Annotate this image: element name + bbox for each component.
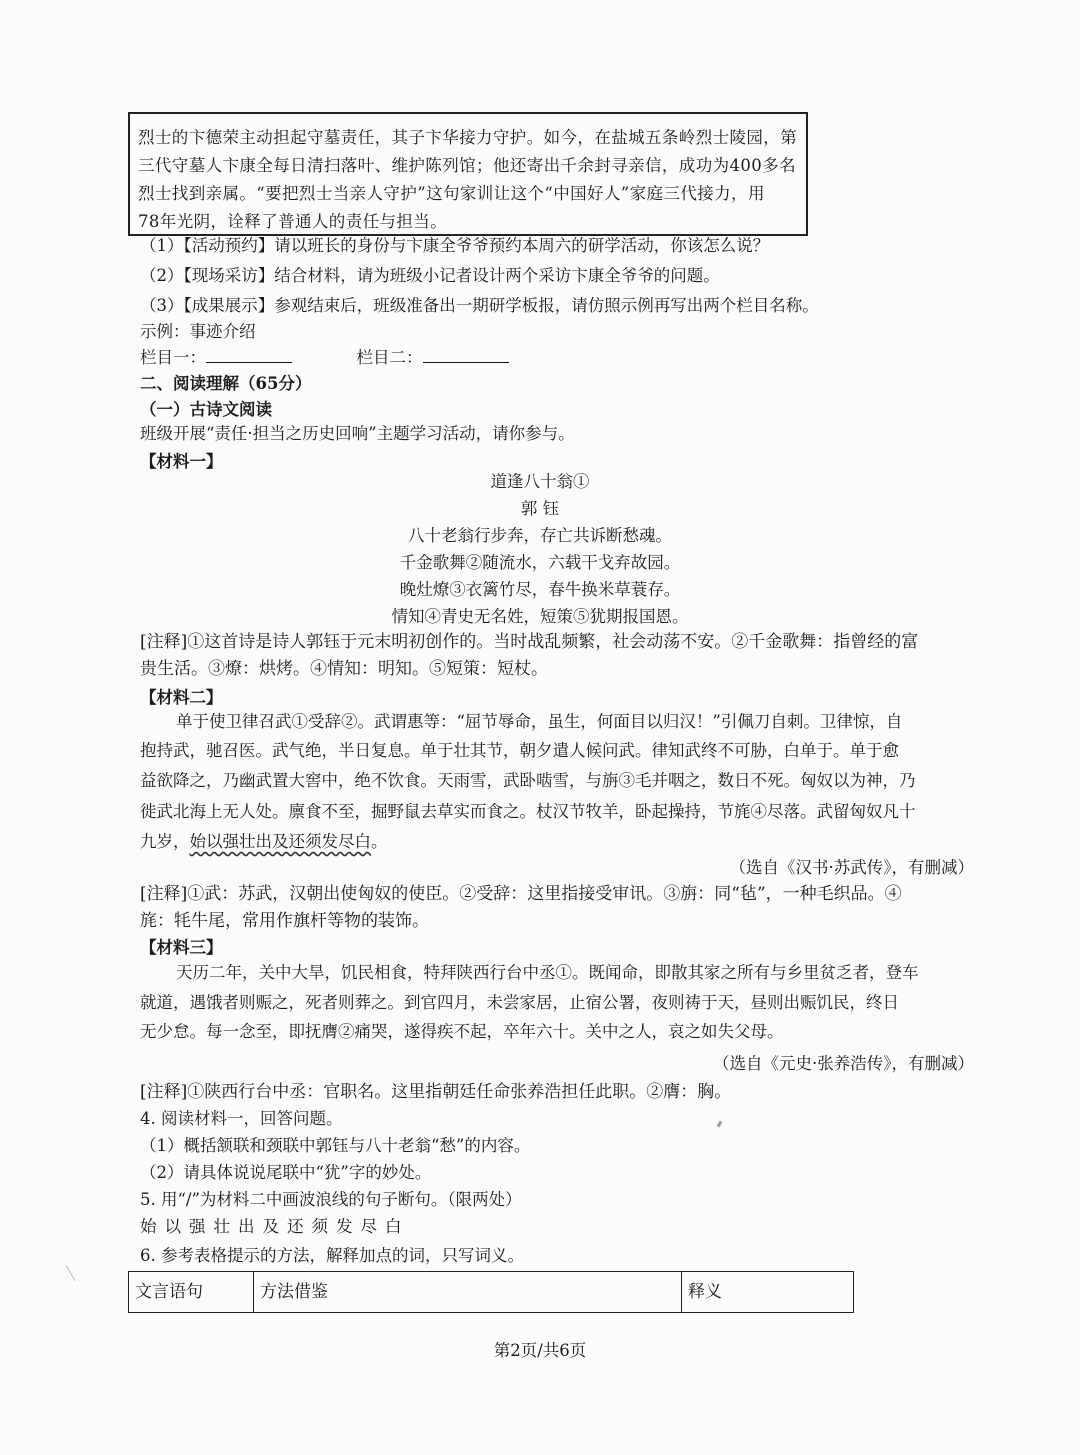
example-text: 示例：事迹介绍 — [140, 322, 256, 341]
column-2-blank[interactable] — [423, 346, 509, 363]
task-2: （2）【现场采访】结合材料，请为班级小记者设计两个采访卞康全爷爷的问题。 — [140, 266, 720, 285]
material-2-line-start: 九岁， — [140, 832, 190, 851]
table-header-cell: 文言语句 — [129, 1272, 254, 1312]
box-line: 78年光阴，诠释了普通人的责任与担当。 — [138, 212, 448, 231]
material-2-label: 【材料二】 — [140, 688, 223, 707]
note-2-line: 旄：牦牛尾，常用作旗杆等物的装饰。 — [140, 911, 429, 931]
material-3-line: 无少怠。每一念至，即抚膺②痛哭，遂得疾不起，卒年六十。关中之人，哀之如失父母。 — [140, 1022, 784, 1041]
question-4: 4. 阅读材料一，回答问题。 — [140, 1109, 343, 1128]
material-3-source: （选自《元史·张养浩传》，有删减） — [713, 1054, 974, 1073]
question-5-sentence: 始以强壮出及还须发尽白 — [140, 1217, 410, 1236]
subsection-heading: （一）古诗文阅读 — [140, 400, 272, 419]
material-3-line: 天历二年，关中大旱，饥民相食，特拜陕西行台中丞①。既闻命，即散其家之所有与乡里贫乏者，登车 — [176, 963, 919, 982]
wavy-underlined-sentence: 始以强壮出及还须发尽白 — [189, 832, 371, 851]
box-line: 烈士的卞德荣主动担起守墓责任，其子卞华接力守护。如今，在盐城五条岭烈士陵园，第 — [138, 128, 798, 147]
column-1-blank[interactable] — [206, 346, 292, 363]
note-1-line: 贵生活。③燎：烘烤。④情知：明知。⑤短策：短杖。 — [140, 659, 548, 679]
section-heading: 二、阅读理解（65分） — [140, 374, 312, 393]
material-2-line: 徙武北海上无人处。廪食不至，掘野鼠去草实而食之。杖汉节牧羊，卧起操持，节旄④尽落。武留匈奴凡十 — [140, 802, 916, 821]
question-4-2: （2）请具体说说尾联中“犹”字的妙处。 — [140, 1163, 432, 1182]
poem-author: 郭 钰 — [520, 499, 560, 518]
note-1-line: [注释]①这首诗是诗人郭钰于元末明初创作的。当时战乱频繁，社会动荡不安。②千金歌舞：指曾经的富 — [140, 632, 919, 652]
material-1-label: 【材料一】 — [140, 452, 223, 471]
intro-text: 班级开展“责任·担当之历史回响”主题学习活动，请你参与。 — [140, 424, 575, 443]
poem-line: 晚灶燎③衣篱竹尽，春牛换米草蓑存。 — [399, 580, 681, 599]
table-header-cell: 方法借鉴 — [254, 1272, 682, 1312]
material-2-line: 单于使卫律召武①受辞②。武谓惠等：“屈节辱命，虽生，何面目以归汉！”引佩刀自刺。卫律惊，自 — [176, 712, 903, 731]
material-2-line: 抱持武，驰召医。武气绝，半日复息。单于壮其节，朝夕遣人候问武。律知武终不可胁，白单于。单于愈 — [140, 741, 899, 760]
material-3-line: 就道，遇饿者则赈之，死者则葬之。到官四月，未尝家居，止宿公署，夜则祷于天，昼则出赈饥民，终日 — [140, 993, 899, 1012]
material-2-line-end: 。 — [371, 832, 388, 851]
task-3: （3）【成果展示】参观结束后，班级准备出一期研学板报，请仿照示例再写出两个栏目名称。 — [140, 296, 819, 315]
poem-line: 八十老翁行步奔，存亡共诉断愁魂。 — [408, 526, 672, 545]
poem-line: 千金歌舞②随流水，六载干戈弃故园。 — [399, 553, 681, 572]
material-2-last-line — [140, 830, 388, 854]
page-number: 第2页/共6页 — [493, 1341, 587, 1360]
material-2-line: 益欲降之，乃幽武置大窖中，绝不饮食。天雨雪，武卧啮雪，与旃③毛并咽之，数日不死。匈奴以为神，乃 — [140, 771, 916, 790]
question-6: 6. 参考表格提示的方法，解释加点的词，只写词义。 — [140, 1246, 524, 1265]
box-line: 三代守墓人卞康全每日清扫落叶、维护陈列馆；他还寄出千余封寻亲信，成功为400多名 — [138, 156, 796, 175]
material-3-label: 【材料三】 — [140, 938, 223, 957]
note-3-line: [注释]①陕西行台中丞：官职名。这里指朝廷任命张养浩担任此职。②膺：胸。 — [140, 1082, 732, 1102]
table-header-cell: 释义 — [688, 1282, 722, 1302]
note-2-line: [注释]①武：苏武，汉朝出使匈奴的使臣。②受辞：这里指接受审讯。③旃：同“毡”，一种毛织品。④ — [140, 884, 902, 904]
material-2-source: （选自《汉书·苏武传》，有删减） — [729, 858, 974, 877]
scan-speck — [717, 1121, 723, 1128]
box-line: 烈士找到亲属。“要把烈士当亲人守护”这句家训让这个“中国好人”家庭三代接力，用 — [138, 184, 765, 203]
column-2-label: 栏目二： — [356, 348, 423, 367]
question-5: 5. 用“/”为材料二中画波浪线的句子断句。（限两处） — [140, 1190, 522, 1209]
column-1-label: 栏目一： — [140, 348, 206, 367]
material-box — [128, 112, 808, 236]
scan-speck — [66, 1265, 76, 1281]
task-1: （1）【活动预约】请以班长的身份与卞康全爷爷预约本周六的研学活动，你该怎么说？ — [140, 236, 770, 255]
poem-title: 道逢八十翁① — [490, 472, 590, 491]
answer-table-header — [128, 1271, 854, 1313]
question-4-1: （1）概括颔联和颈联中郭钰与八十老翁“愁”的内容。 — [140, 1136, 531, 1155]
poem-line: 情知④青史无名姓，短策⑤犹期报国恩。 — [391, 607, 689, 626]
column-blanks — [140, 346, 509, 370]
